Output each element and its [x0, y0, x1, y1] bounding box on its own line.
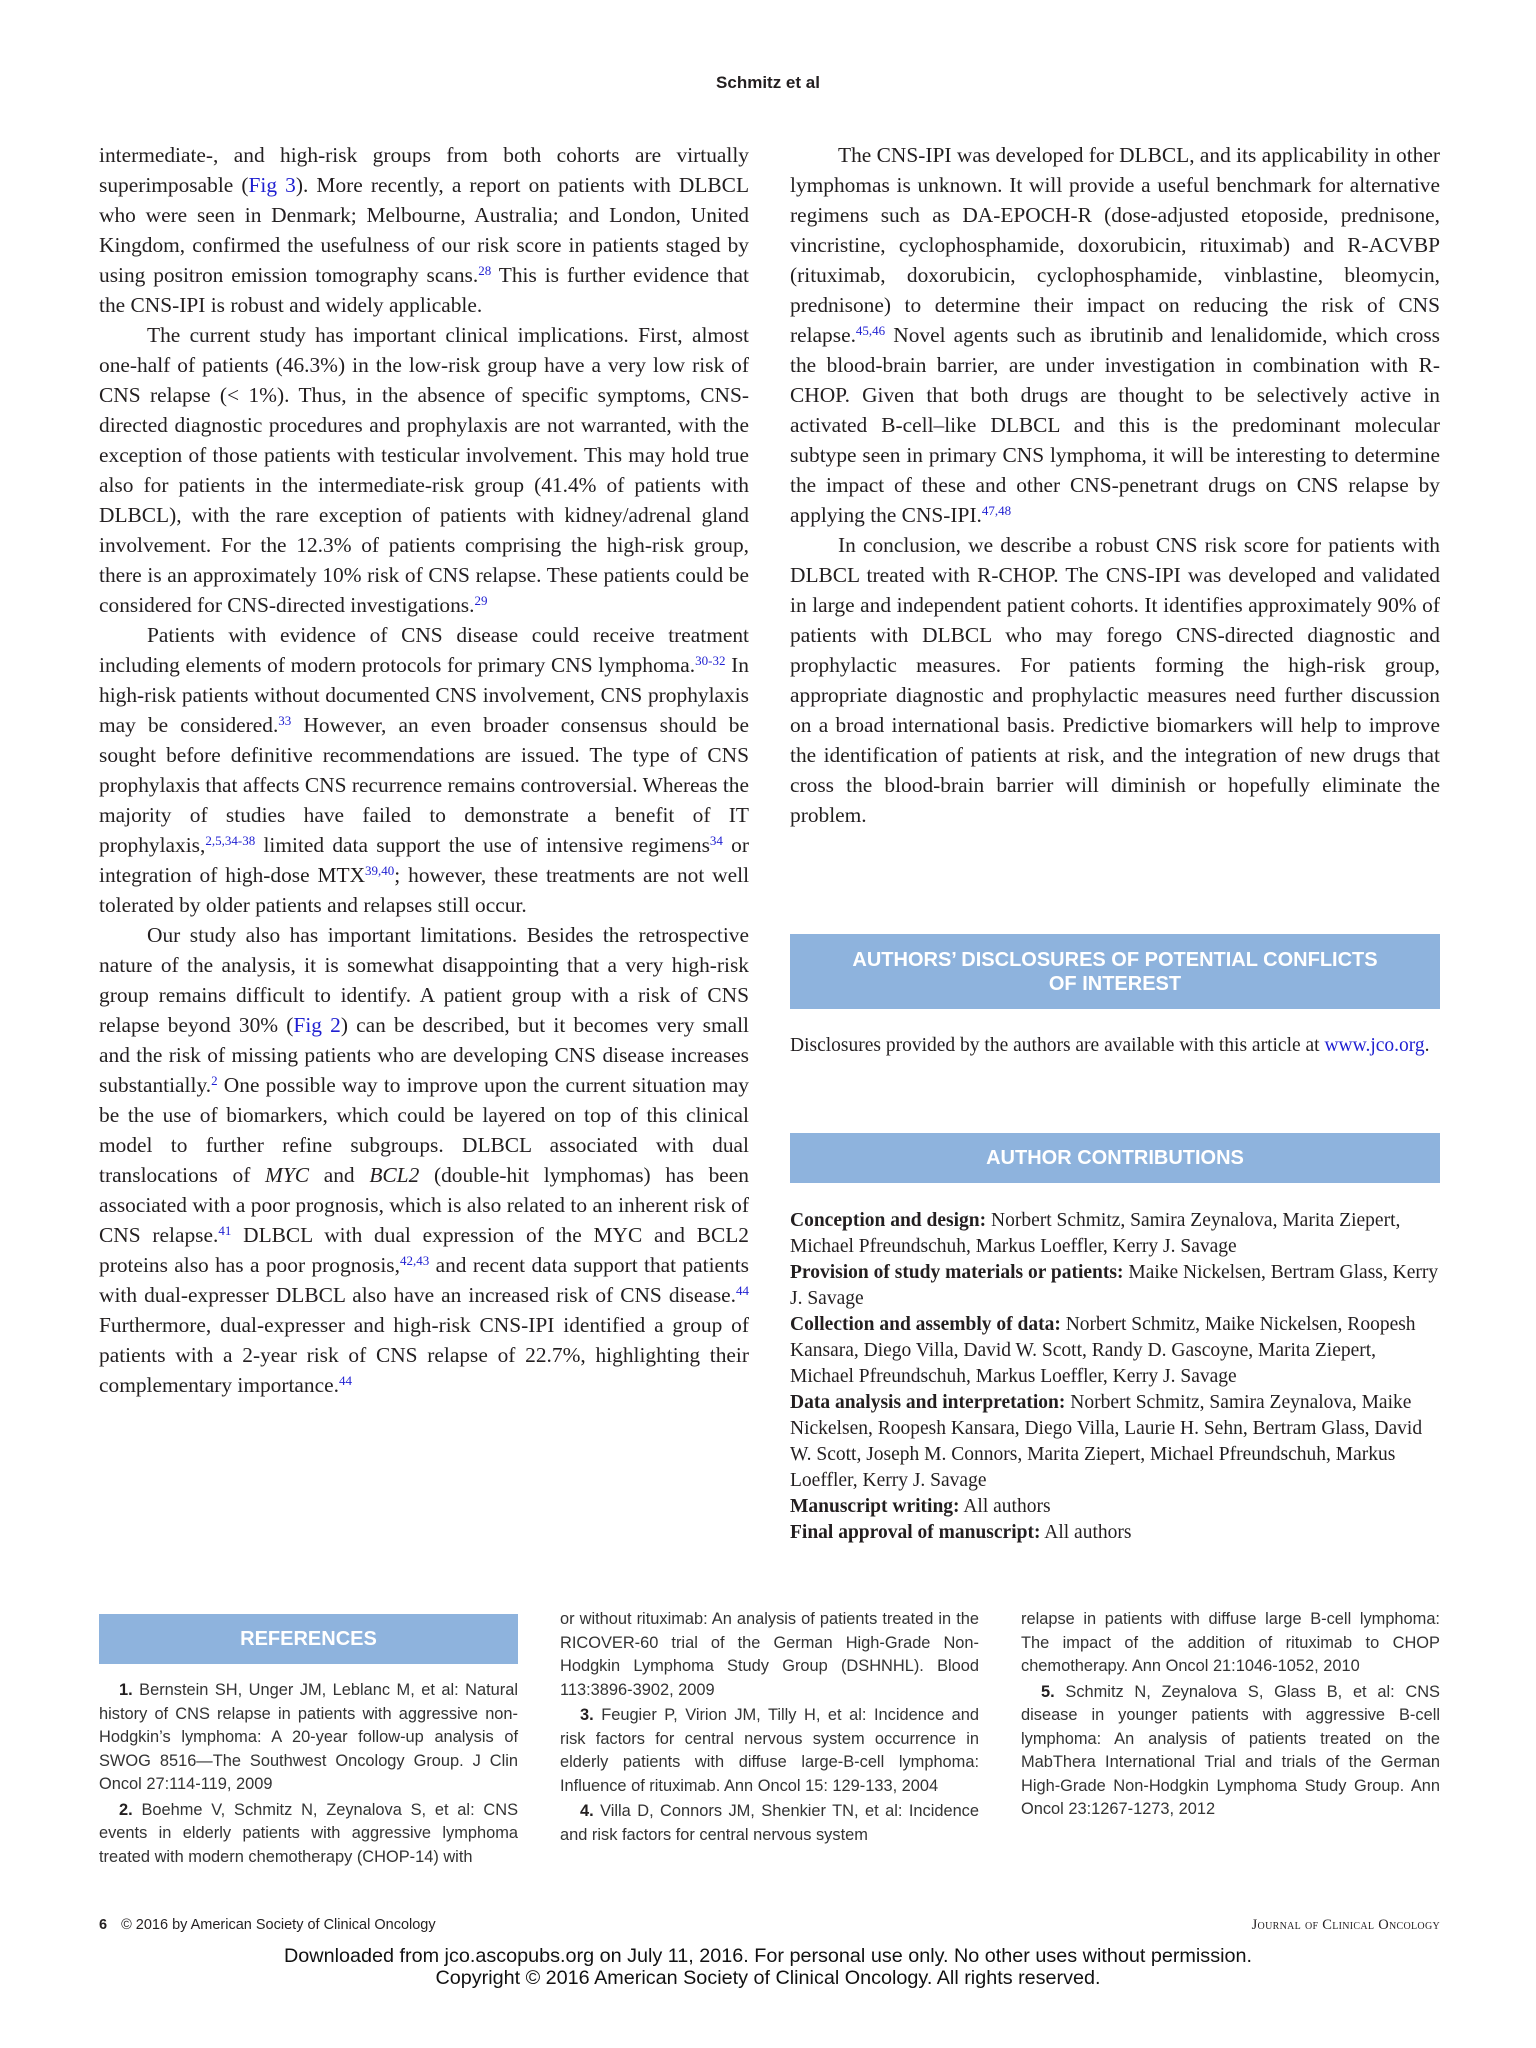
- reference-entry: 4. Villa D, Connors JM, Shenkier TN, et al: Incidence and risk factors for central nervous system: [560, 1802, 979, 1844]
- citation-link[interactable]: 30-32: [695, 653, 726, 668]
- running-head: Schmitz et al: [716, 73, 820, 92]
- right-column: [790, 140, 1440, 830]
- paragraph: Our study also has important limitations. Besides the retrospective nature of the analysis, it is somewhat disappointing that a very high-risk group remains difficult to identify. A patient group with a risk of CNS relapse beyond 30% (Fig 2) can be described, but it becomes very small and the risk of missing patients who are developing CNS disease increases substantially.$^2$ One possible way to improve upon the current situation may be the use of biomarkers, which could be layered on top of this clinical model to further refine subgroups. DLBCL associated with dual translocations of MYC and BCL2 (double-hit lymphomas) has been associated with a poor prognosis, which is also related to an inherent risk of CNS relapse.$^{41}$ DLBCL with dual expression of the MYC and BCL2 proteins also has a poor prognosis,$^{42,43}$ and recent data support that patients with dual-expresser DLBCL also have an increased risk of CNS disease.$^{44}$ Furthermore, dual-expresser and high-risk CNS-IPI identified a group of patients with a 2-year risk of CNS relapse of 22.7%, highlighting their complementary importance.$^{44}$: [99, 923, 750, 1397]
- citation-link[interactable]: 28: [478, 263, 492, 278]
- contribution-entry: Provision of study materials or patients: Maike Nickelsen, Bertram Glass, Kerry J. Savage: [790, 1262, 1439, 1309]
- download-notice: Downloaded from jco.ascopubs.org on July 11, 2016. For personal use only. No other uses without permission.: [284, 1945, 1252, 1967]
- paragraph: Patients with evidence of CNS disease could receive treatment including elements of modern protocols for primary CNS lymphoma.$^{30-32}$ In high-risk patients without documented CNS involvement, CNS prophylaxis may be considered.$^{33}$ However, an even broader consensus should be sought before definitive recommendations are issued. The type of CNS prophylaxis that affects CNS recurrence remains controversial. Whereas the majority of studies have failed to demonstrate a benefit of IT prophylaxis,$^{2,5,34-38}$ limited data support the use of intensive regimens$^{34}$ or integration of high-dose MTX$^{39,40}$; however, these treatments are not well tolerated by older patients and relapses still occur.: [99, 623, 750, 917]
- page-number: 6: [99, 1917, 108, 1933]
- disclosures-heading: AUTHORS’ DISCLOSURES OF POTENTIAL CONFLICTS OF INTEREST: [790, 934, 1440, 1009]
- journal-website-link[interactable]: www.jco.org: [1324, 1035, 1425, 1056]
- citation-link[interactable]: 34: [709, 833, 723, 848]
- disclosure-text: Disclosures provided by the authors are available with this article at www.jco.org.: [790, 1035, 1430, 1056]
- citation-link[interactable]: 45,46: [855, 323, 886, 338]
- contribution-entry: Manuscript writing: All authors: [790, 1496, 1051, 1517]
- page-footer-left: [99, 1917, 436, 1933]
- reference-entry: 3. Feugier P, Virion JM, Tilly H, et al: Incidence and risk factors for central nervous system occurrence in elderly patients with diffuse large-B-cell lymphoma: Influence of rituximab. Ann Oncol 15: 129-133, 2004: [560, 1706, 979, 1795]
- contribution-entry: Final approval of manuscript: All authors: [790, 1522, 1132, 1543]
- reference-entry: 5. Schmitz N, Zeynalova S, Glass B, et al: CNS disease in younger patients with aggressive B-cell lymphoma: An analysis of patients treated on the MabThera International Trial and trials of the German High-Grade Non-Hodgkin Lymphoma Study Group. Ann Oncol 23:1267-1273, 2012: [1021, 1682, 1440, 1818]
- citation-link[interactable]: 42,43: [399, 1253, 430, 1268]
- contributions-list: [790, 1208, 1440, 1546]
- journal-name: Journal of Clinical Oncology: [1251, 1917, 1440, 1933]
- reference-entry-continued: or without rituximab: An analysis of patients treated in the RICOVER-60 trial of the German High-Grade Non-Hodgkin Lymphoma Study Group (DSHNHL). Blood 113:3896-3902, 2009: [560, 1610, 979, 1699]
- reference-entry-continued: relapse in patients with diffuse large B-cell lymphoma: The impact of the addition of rituximab to CHOP chemotherapy. Ann Oncol 21:1046-1052, 2010: [1021, 1610, 1440, 1675]
- citation-link[interactable]: 47,48: [981, 503, 1012, 518]
- reference-entry: 1. Bernstein SH, Unger JM, Leblanc M, et al: Natural history of CNS relapse in patients with aggressive non-Hodgkin’s lymphoma: A 20-year follow-up analysis of SWOG 8516—The Southwest Oncology Group. J Clin Oncol 27:114-119, 2009: [99, 1681, 518, 1793]
- paragraph: intermediate-, and high-risk groups from both cohorts are virtually superimposable (Fig 3). More recently, a report on patients with DLBCL who were seen in Denmark; Melbourne, Australia; and London, United Kingdom, confirmed the usefulness of our risk score in patients staged by using positron emission tomography scans.$^{28}$ This is further evidence that the CNS-IPI is robust and widely applicable.: [99, 143, 750, 317]
- left-column: [99, 140, 749, 1400]
- citation-link[interactable]: 2: [211, 1073, 218, 1088]
- reference-entry: 2. Boehme V, Schmitz N, Zeynalova S, et al: CNS events in elderly patients with aggressive lymphoma treated with modern chemotherapy (CHOP-14) with: [99, 1800, 518, 1866]
- references-column-2: [560, 1608, 979, 1849]
- citation-link[interactable]: 2,5,34-38: [205, 833, 256, 848]
- contribution-entry: Conception and design: Norbert Schmitz, Samira Zeynalova, Marita Ziepert, Michael Pfreundschuh, Markus Loeffler, Kerry J. Savage: [790, 1210, 1401, 1257]
- citation-link[interactable]: 29: [474, 593, 488, 608]
- paragraph: The current study has important clinical implications. First, almost one-half of patients (46.3%) in the low-risk group have a very low risk of CNS relapse (< 1%). Thus, in the absence of specific symptoms, CNS-directed diagnostic procedures and prophylaxis are not warranted, with the exception of those patients with testicular involvement. This may hold true also for patients in the intermediate-risk group (41.4% of patients with DLBCL), with the rare exception of patients with kidney/adrenal gland involvement. For the 12.3% of patients comprising the high-risk group, there is an approximately 10% risk of CNS relapse. These patients could be considered for CNS-directed investigations.$^{29}$: [99, 323, 749, 617]
- references-column-1: [99, 1679, 518, 1871]
- citation-link[interactable]: 44: [338, 1373, 352, 1388]
- copyright-line: © 2016 by American Society of Clinical Oncology: [121, 1917, 436, 1933]
- contribution-entry: Data analysis and interpretation: Norbert Schmitz, Samira Zeynalova, Maike Nickelsen, Roopesh Kansara, Diego Villa, Laurie H. Sehn, Bertram Glass, David W. Scott, Joseph M. Connors, Marita Ziepert, Michael Pfreundschuh, Markus Loeffler, Kerry J. Savage: [790, 1392, 1423, 1491]
- gene-name: MYC: [265, 1163, 310, 1187]
- copyright-notice: Copyright © 2016 American Society of Clinical Oncology. All rights reserved.: [435, 1967, 1101, 1989]
- references-column-3: [1021, 1608, 1440, 1824]
- paragraph: In conclusion, we describe a robust CNS risk score for patients with DLBCL treated with R-CHOP. The CNS-IPI was developed and validated in large and independent patient cohorts. It identifies approximately 90% of patients with DLBCL who may forego CNS-directed diagnostic and prophylactic measures. For patients forming the high-risk group, appropriate diagnostic and prophylactic measures need further discussion on a broad international basis. Predictive biomarkers will help to improve the identification of patients at risk, and the integration of new drugs that cross the blood-brain barrier will diminish or hopefully eliminate the problem.: [790, 533, 1440, 827]
- citation-link[interactable]: 41: [218, 1223, 232, 1238]
- contribution-entry: Collection and assembly of data: Norbert Schmitz, Maike Nickelsen, Roopesh Kansara, Diego Villa, David W. Scott, Randy D. Gascoyne, Marita Ziepert, Michael Pfreundschuh, Markus Loeffler, Kerry J. Savage: [790, 1314, 1416, 1387]
- citation-link[interactable]: 39,40: [365, 863, 395, 878]
- citation-link[interactable]: 44: [736, 1283, 749, 1298]
- figure-link[interactable]: Fig 3: [248, 173, 296, 197]
- paragraph: The CNS-IPI was developed for DLBCL, and its applicability in other lymphomas is unknown. It will provide a useful benchmark for alternative regimens such as DA-EPOCH-R (dose-adjusted etoposide, prednisone, vincristine, cyclophosphamide, doxorubicin, rituximab) and R-ACVBP (rituximab, doxorubicin, cyclophosphamide, vinblastine, bleomycin, prednisone) to determine their impact on reducing the risk of CNS relapse.$^{45,46}$ Novel agents such as ibrutinib and lenalidomide, which cross the blood-brain barrier, are under investigation in combination with R-CHOP. Given that both drugs are thought to be selectively active in activated B-cell–like DLBCL and this is the predominant molecular subtype seen in primary CNS lymphoma, it will be interesting to determine the impact of these and other CNS-penetrant drugs on CNS relapse by applying the CNS-IPI.$^{47,48}$: [790, 143, 1440, 527]
- gene-name: BCL2: [369, 1163, 420, 1187]
- citation-link[interactable]: 33: [278, 713, 292, 728]
- contributions-heading: AUTHOR CONTRIBUTIONS: [790, 1133, 1440, 1183]
- references-heading: REFERENCES: [99, 1614, 518, 1664]
- figure-link[interactable]: Fig 2: [293, 1013, 341, 1037]
